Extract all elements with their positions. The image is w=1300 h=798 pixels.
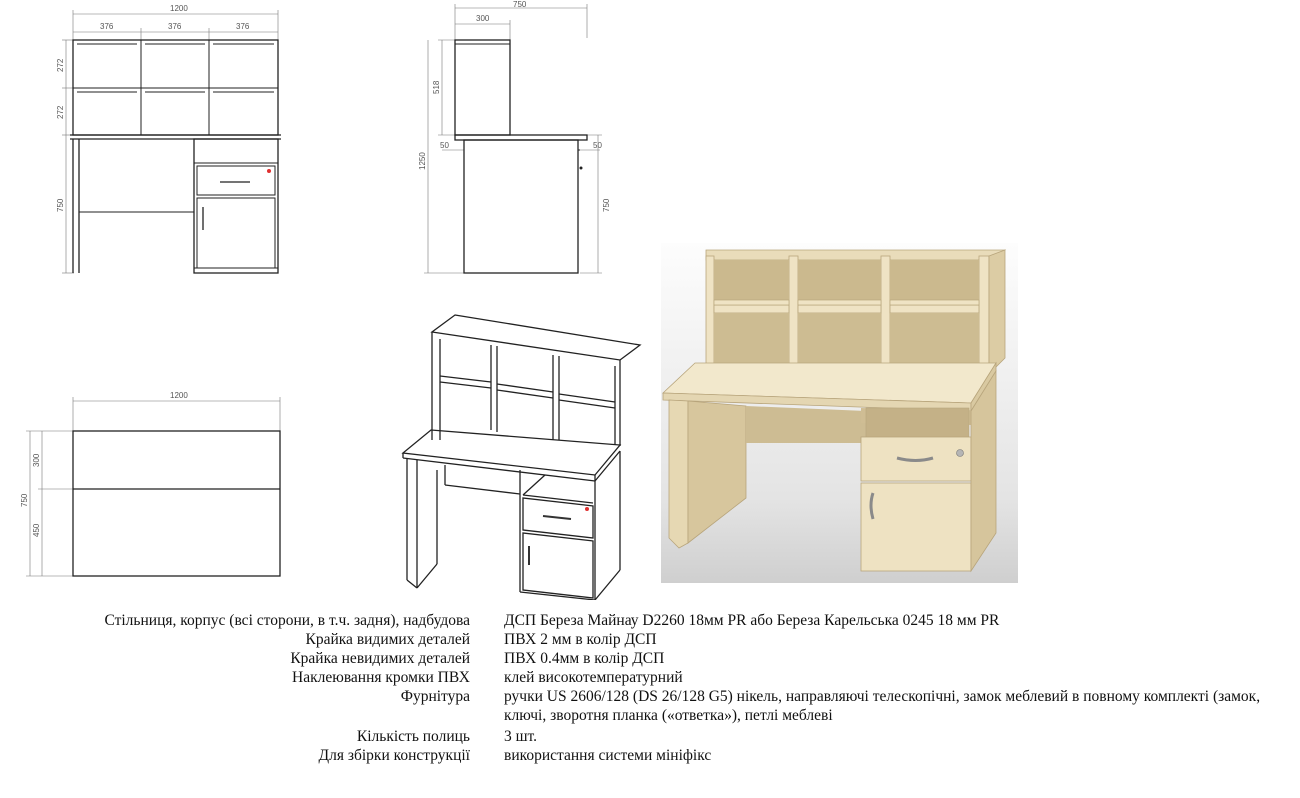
spec-row bbox=[0, 630, 1300, 649]
spec-value: ручки US 2606/128 (DS 26/128 G5) нікель, направляючі телескопічні, замок меблевий в повному комплекті (замок, ключі, зворотня планка («ответка»), петлі меблеві bbox=[504, 688, 1261, 724]
front-view-drawing bbox=[0, 0, 300, 290]
spec-label: Крайка видимих деталей bbox=[305, 631, 470, 648]
spec-value: ПВХ 2 мм в колір ДСП bbox=[504, 631, 657, 648]
spec-value: ПВХ 0.4мм в колір ДСП bbox=[504, 650, 665, 667]
dim-col-3: 376 bbox=[236, 22, 250, 31]
spec-table bbox=[0, 611, 1300, 765]
product-render bbox=[661, 243, 1018, 583]
spec-label: Крайка невидимих деталей bbox=[290, 650, 470, 667]
dim-side-desk-height: 750 bbox=[602, 198, 611, 212]
spec-label: Стільниця, корпус (всі сторони, в т.ч. задня), надбудова bbox=[104, 612, 470, 629]
back-view-drawing bbox=[0, 385, 300, 585]
dim-col-2: 376 bbox=[168, 22, 182, 31]
spec-row bbox=[0, 746, 1300, 765]
dim-col-1: 376 bbox=[100, 22, 114, 31]
spec-row bbox=[0, 727, 1300, 746]
dim-total-height: 1250 bbox=[418, 152, 427, 170]
spec-row bbox=[0, 611, 1300, 630]
dim-desk-height: 750 bbox=[56, 198, 65, 212]
spec-value: 3 шт. bbox=[504, 728, 538, 745]
dim-back-height: 750 bbox=[20, 493, 29, 507]
spec-value: клей високотемпературний bbox=[504, 669, 683, 686]
dim-shelf-1: 272 bbox=[56, 58, 65, 72]
spec-label: Кількість полиць bbox=[356, 728, 470, 745]
spec-label: Фурнітура bbox=[400, 688, 470, 705]
spec-row bbox=[0, 668, 1300, 687]
dim-depth: 750 bbox=[513, 0, 527, 9]
dim-overhang-left: 50 bbox=[440, 141, 449, 150]
dim-back-upper: 300 bbox=[32, 453, 41, 467]
spec-label: Наклеювання кромки ПВХ bbox=[292, 669, 470, 686]
spec-row bbox=[0, 687, 1300, 727]
side-view-drawing bbox=[400, 0, 630, 290]
isometric-drawing bbox=[395, 310, 645, 600]
spec-value: використання системи мініфікс bbox=[504, 747, 712, 764]
dim-back-lower: 450 bbox=[32, 523, 41, 537]
dim-overhang-right: 50 bbox=[593, 141, 602, 150]
dim-top-depth: 300 bbox=[476, 14, 490, 23]
dim-shelf-2: 272 bbox=[56, 105, 65, 119]
spec-label: Для збірки конструкції bbox=[318, 747, 470, 764]
spec-value: ДСП Береза Майнау D2260 18мм PR або Береза Карельська 0245 18 мм PR bbox=[504, 612, 1000, 629]
dim-back-width: 1200 bbox=[170, 391, 188, 400]
dim-top-height: 518 bbox=[432, 80, 441, 94]
spec-row bbox=[0, 649, 1300, 668]
dim-total-width: 1200 bbox=[170, 4, 188, 13]
